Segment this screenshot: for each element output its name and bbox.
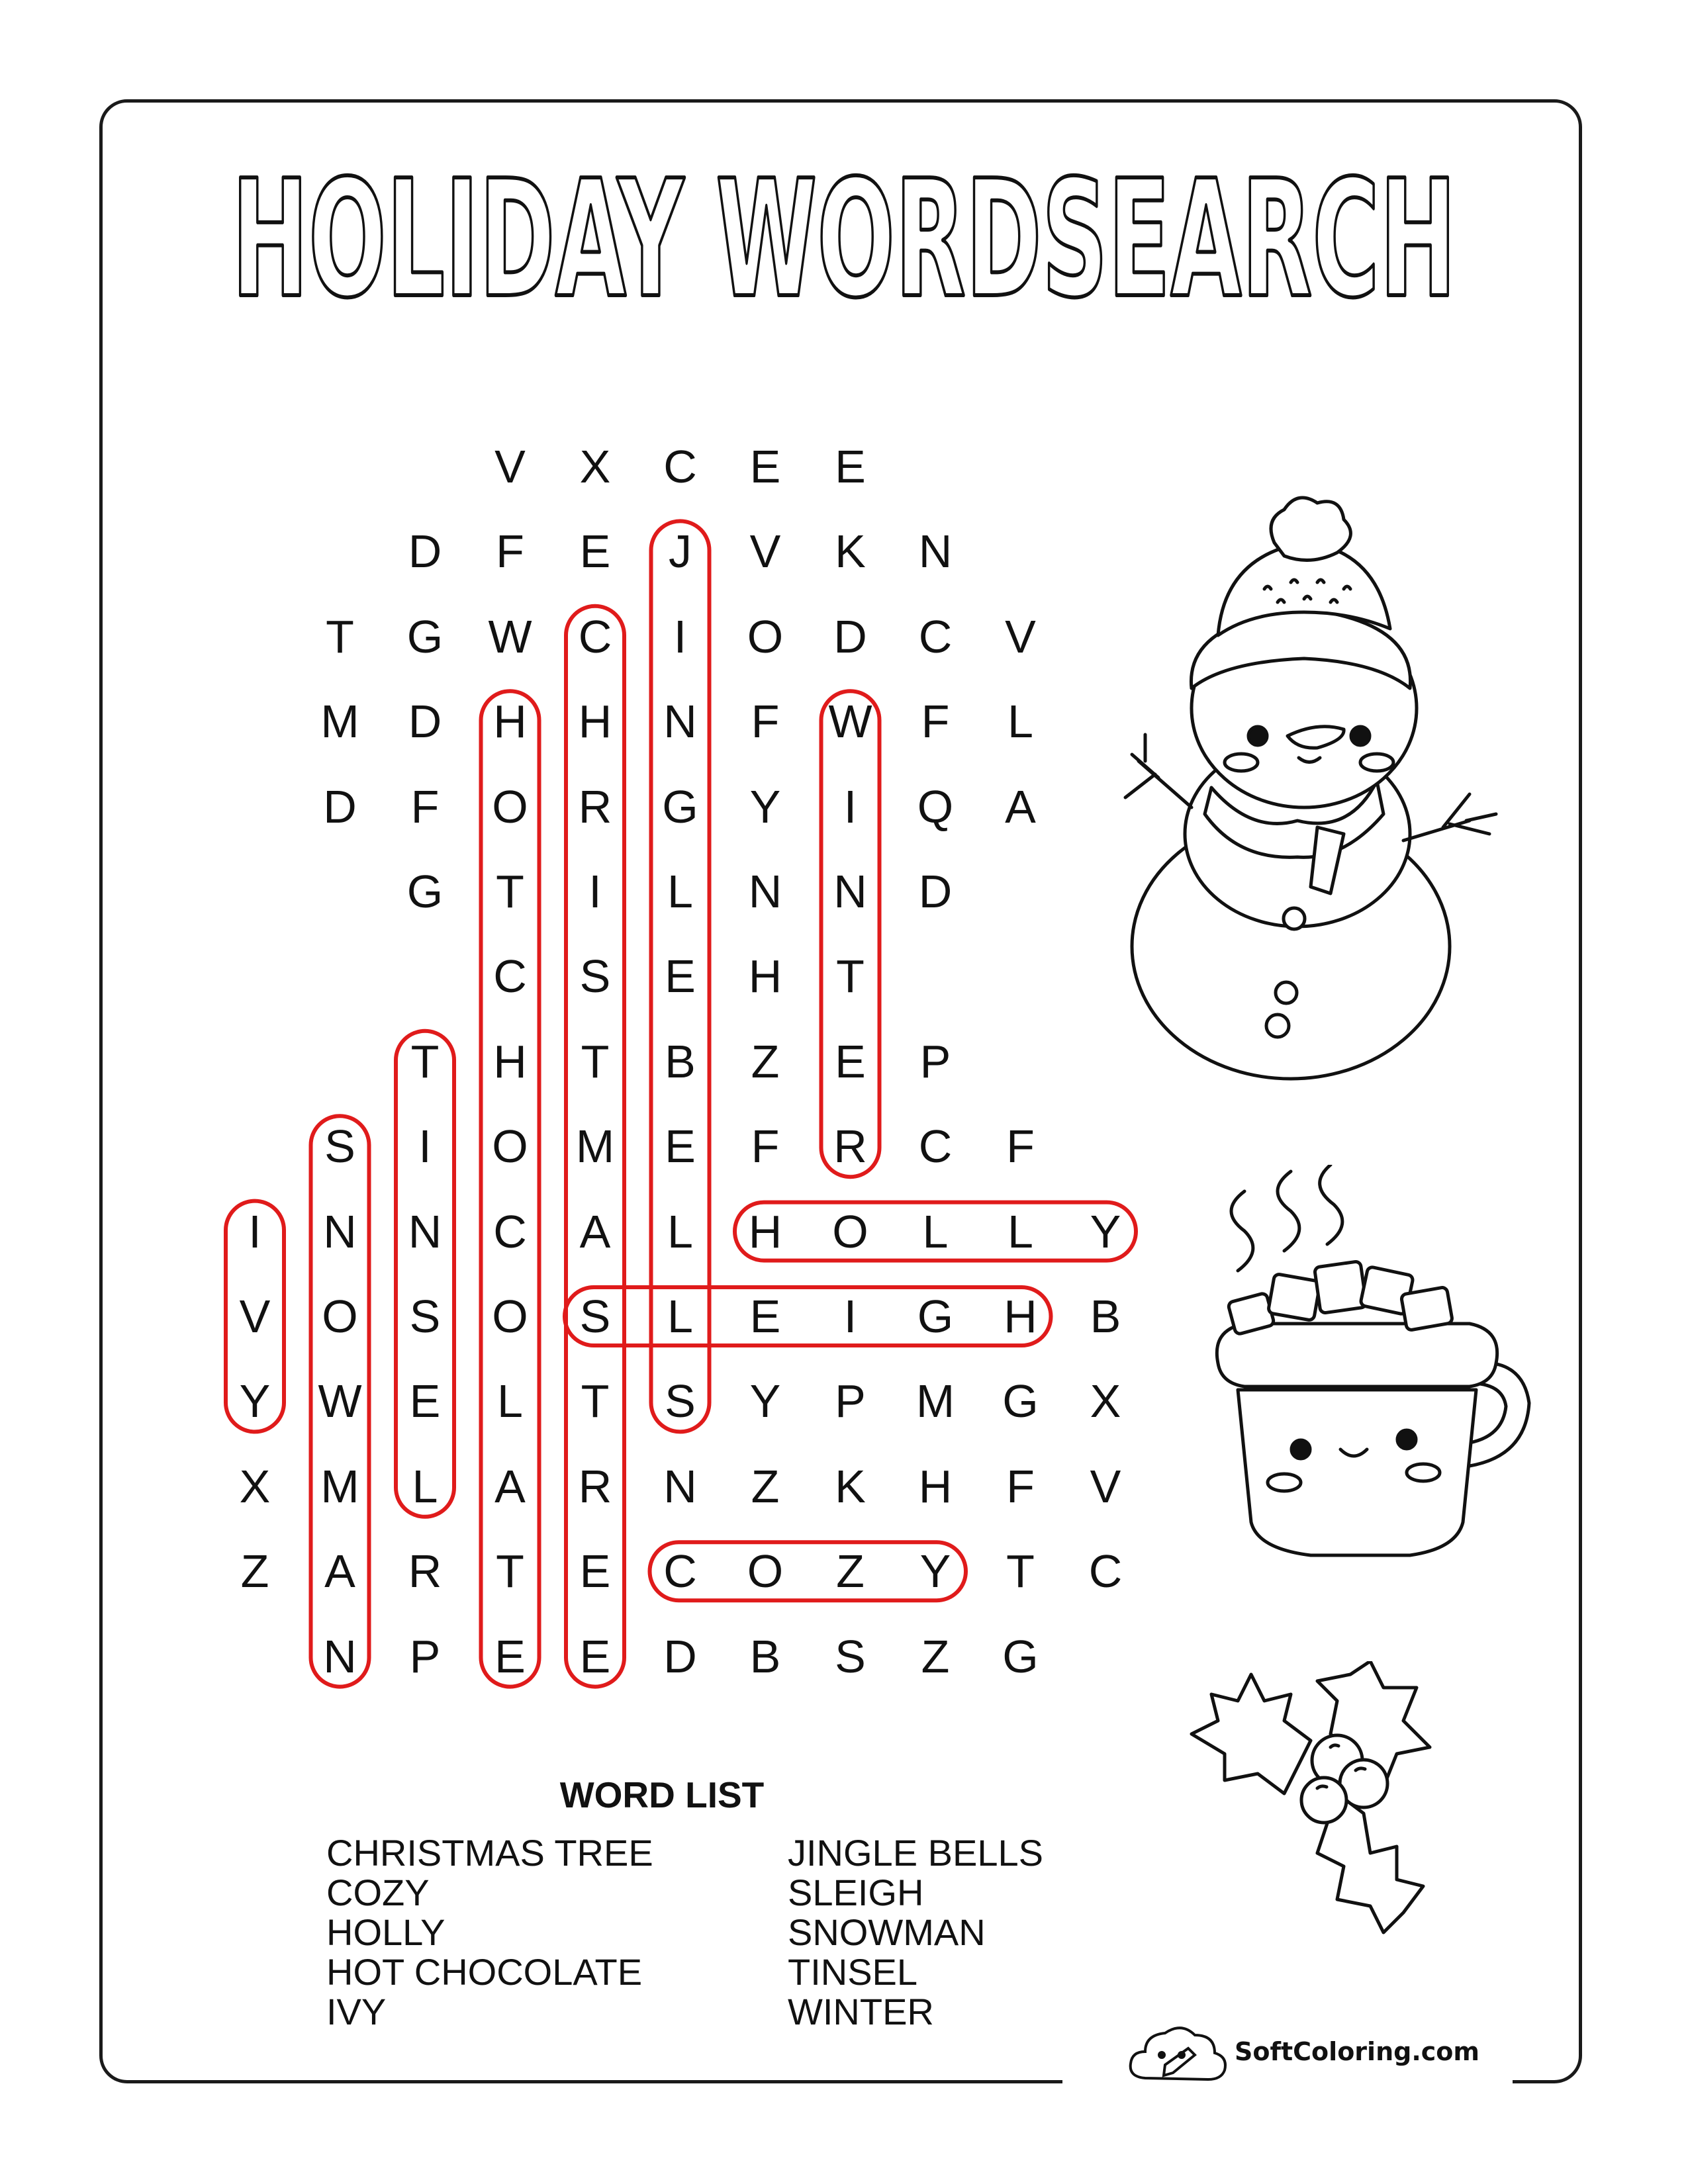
- grid-letter: D: [918, 866, 953, 917]
- word-list-item: SLEIGH: [788, 1872, 924, 1913]
- grid-letter: C: [918, 1120, 953, 1173]
- grid-letter: O: [747, 1545, 784, 1598]
- grid-letter: H: [748, 1205, 782, 1257]
- grid-letter: I: [588, 866, 602, 917]
- grid-letter: D: [408, 696, 442, 748]
- word-list-item: CHRISTMAS TREE: [326, 1832, 653, 1874]
- grid-letter: O: [322, 1291, 358, 1342]
- grid-letter: H: [493, 1035, 527, 1087]
- grid-letter: A: [494, 1460, 526, 1512]
- grid-letter: T: [1006, 1545, 1035, 1598]
- grid-letter: P: [835, 1375, 866, 1428]
- grid-letter: R: [578, 780, 612, 833]
- grid-letter: J: [669, 525, 692, 578]
- holly-icon: [1185, 1661, 1476, 1939]
- grid-letter: N: [833, 866, 867, 917]
- grid-letter: Y: [239, 1375, 271, 1428]
- snowman-icon: [1099, 490, 1549, 1085]
- title-text: HOLIDAY WORDSEARCH: [232, 146, 1456, 320]
- grid-letter: A: [1005, 780, 1036, 833]
- grid-letter: W: [488, 610, 532, 662]
- grid-letter: F: [410, 780, 440, 833]
- grid-letter: T: [581, 1375, 610, 1428]
- grid-letter: W: [318, 1375, 362, 1428]
- grid-letter: E: [579, 1545, 611, 1598]
- grid-letter: C: [493, 950, 527, 1003]
- word-list-left: [326, 1833, 653, 2032]
- grid-letter: G: [662, 780, 698, 833]
- grid-letter: Z: [751, 1035, 780, 1087]
- grid-letter: Q: [917, 780, 954, 833]
- grid-letter: Z: [836, 1545, 865, 1598]
- word-list-item: COZY: [326, 1872, 430, 1913]
- grid-letter: V: [749, 525, 781, 578]
- grid-letter: Z: [240, 1545, 269, 1598]
- grid-letter: L: [1008, 696, 1033, 748]
- grid-letter: E: [749, 441, 781, 492]
- grid-letter: N: [323, 1205, 357, 1257]
- grid-letter: I: [673, 610, 687, 662]
- grid-letter: I: [843, 1291, 857, 1342]
- grid-letter: O: [747, 610, 784, 662]
- grid-letter: X: [1090, 1375, 1121, 1428]
- word-list-item: JINGLE BELLS: [788, 1832, 1043, 1874]
- grid-letter: Y: [919, 1545, 951, 1598]
- grid-letter: G: [406, 610, 444, 662]
- grid-letter: Y: [749, 1375, 781, 1428]
- word-list-right: [788, 1833, 1043, 2032]
- grid-letter: L: [412, 1460, 438, 1512]
- grid-letter: X: [579, 441, 611, 492]
- grid-letter: Z: [921, 1630, 950, 1682]
- grid-letter: D: [833, 610, 867, 662]
- grid-letter: N: [663, 696, 697, 748]
- grid-letter: F: [921, 696, 950, 748]
- brand-text: SoftColoring.com: [1235, 2037, 1479, 2066]
- grid-letter: B: [749, 1630, 781, 1682]
- grid-letter: M: [575, 1120, 615, 1173]
- grid-letter: D: [408, 525, 442, 578]
- grid-letter: L: [497, 1375, 523, 1428]
- grid-letter: B: [1090, 1291, 1121, 1342]
- grid-letter: L: [1008, 1205, 1033, 1257]
- grid-letter: T: [326, 610, 354, 662]
- grid-letter: K: [835, 1460, 866, 1512]
- grid-letter: V: [494, 441, 526, 492]
- grid-letter: G: [1002, 1630, 1039, 1682]
- grid-letter: C: [578, 610, 612, 662]
- grid-letter: C: [663, 1545, 697, 1598]
- grid-letter: N: [323, 1630, 357, 1682]
- grid-letter: O: [832, 1205, 868, 1257]
- grid-letter: S: [665, 1375, 696, 1428]
- grid-letter: L: [667, 1205, 693, 1257]
- grid-letter: N: [748, 866, 782, 917]
- grid-letter: E: [579, 1630, 611, 1682]
- grid-letter: T: [410, 1035, 440, 1087]
- grid-letter: I: [843, 780, 857, 833]
- grid-letter: D: [323, 780, 357, 833]
- grid-letter: G: [1002, 1375, 1039, 1428]
- word-list-item: TINSEL: [788, 1951, 918, 1993]
- grid-letter: R: [578, 1460, 612, 1512]
- grid-letter: H: [578, 696, 612, 748]
- grid-letter: B: [665, 1035, 696, 1087]
- grid-letter: W: [828, 696, 872, 748]
- grid-letter: M: [320, 696, 359, 748]
- grid-letter: C: [663, 441, 697, 492]
- grid-letter: V: [239, 1291, 271, 1342]
- word-list-item: WINTER: [788, 1991, 934, 2032]
- grid-letter: E: [494, 1630, 526, 1682]
- grid-letter: C: [493, 1205, 527, 1257]
- grid-letter: A: [579, 1205, 611, 1257]
- grid-letter: G: [917, 1291, 954, 1342]
- grid-letter: F: [751, 696, 780, 748]
- grid-letter: C: [918, 610, 953, 662]
- grid-letter: E: [409, 1375, 441, 1428]
- grid-letter: T: [496, 1545, 524, 1598]
- grid-letter: S: [579, 1291, 611, 1342]
- grid-letter: E: [579, 525, 611, 578]
- grid-letter: T: [496, 866, 524, 917]
- word-list-item: HOLLY: [326, 1911, 445, 1953]
- grid-letter: M: [320, 1460, 359, 1512]
- brand-logo: [1125, 2019, 1479, 2091]
- grid-letter: E: [749, 1291, 781, 1342]
- grid-letter: I: [418, 1120, 432, 1173]
- grid-letter: F: [1006, 1120, 1035, 1173]
- grid-letter: N: [408, 1205, 442, 1257]
- grid-letter: Y: [749, 780, 781, 833]
- grid-letter: H: [748, 950, 782, 1003]
- grid-letter: G: [406, 866, 444, 917]
- grid-letter: H: [493, 696, 527, 748]
- hot-cocoa-mug-icon: [1192, 1165, 1549, 1575]
- grid-letter: S: [409, 1291, 441, 1342]
- grid-letter: T: [836, 950, 865, 1003]
- grid-letter: N: [663, 1460, 697, 1512]
- grid-letter: V: [1005, 610, 1036, 662]
- grid-letter: E: [665, 1120, 696, 1173]
- grid-letter: K: [835, 525, 866, 578]
- grid-letter: P: [409, 1630, 441, 1682]
- word-list-item: SNOWMAN: [788, 1911, 986, 1953]
- grid-letter: A: [324, 1545, 355, 1598]
- grid-letter: S: [324, 1120, 355, 1173]
- grid-letter: F: [496, 525, 524, 578]
- grid-letter: C: [1088, 1545, 1123, 1598]
- grid-letter: H: [918, 1460, 953, 1512]
- grid-letter: E: [665, 950, 696, 1003]
- grid-letter: V: [1090, 1460, 1121, 1512]
- grid-letter: L: [667, 866, 693, 917]
- grid-letter: H: [1004, 1291, 1037, 1342]
- grid-letter: Y: [1090, 1205, 1121, 1257]
- grid-letter: R: [833, 1120, 867, 1173]
- grid-letter: F: [751, 1120, 780, 1173]
- grid-letter: S: [579, 950, 611, 1003]
- grid-letter: E: [835, 441, 866, 492]
- grid-letter: L: [667, 1291, 693, 1342]
- grid-letter: P: [919, 1035, 951, 1087]
- grid-letter: S: [835, 1630, 866, 1682]
- grid-letter: O: [492, 1291, 528, 1342]
- word-list-item: IVY: [326, 1991, 387, 2032]
- grid-letter: O: [492, 1120, 528, 1173]
- grid-letter: I: [248, 1205, 261, 1257]
- grid-letter: D: [663, 1630, 697, 1682]
- grid-letter: E: [835, 1035, 866, 1087]
- grid-letter: R: [408, 1545, 442, 1598]
- grid-letter: N: [918, 525, 953, 578]
- grid-letter: O: [492, 780, 528, 833]
- grid-letter: M: [915, 1375, 955, 1428]
- cloud-pencil-icon: [1125, 2019, 1231, 2091]
- word-list-item: HOT CHOCOLATE: [326, 1951, 643, 1993]
- grid-letter: F: [1006, 1460, 1035, 1512]
- grid-letter: Z: [751, 1460, 780, 1512]
- grid-letter: T: [581, 1035, 610, 1087]
- grid-letter: L: [922, 1205, 949, 1257]
- grid-letter: X: [239, 1460, 271, 1512]
- word-list-title: WORD LIST: [559, 1774, 765, 1815]
